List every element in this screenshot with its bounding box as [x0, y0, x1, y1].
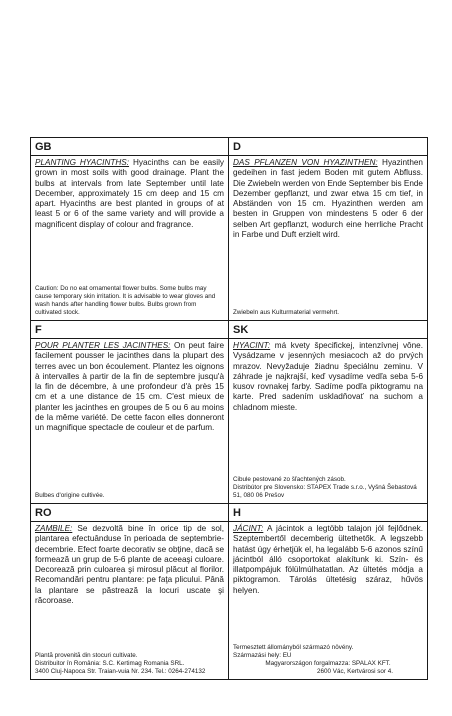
text-ro: Se dezvoltă bine în orice tip de sol, plantarea efectuânduse în perioada de septembrie-decembrie. Efect foarte decorativ se obţine, dacă se formează un grup de 5-6 plante de aceeaşi culoare. Decorează prin culoarea şi mirosul plăcut al florilor. Recomandări pentru plantare: pe faţa plicului. Până la plantare se păstrează la locuri uscate şi răcoroase.: [35, 524, 224, 606]
lead-gb: PLANTING HYACINTHS:: [35, 158, 130, 167]
note-ro-line3: 3400 Cluj-Napoca Str. Traian-vuia Nr. 234. Tel.: 0264-274132: [35, 668, 206, 675]
text-d: Hyazinthen gedeihen in fast jedem Boden mit gutem Abfluss. Die Zwiebeln werden von Ende September bis Ende Dezember gepflanzt, und zwar etwa 15 cm tief, in Abständen von 15 cm. Hyazinthen werden am besten in Gruppen von mindestens 5 oder 6 der selben Art gepflanzt, wodurch eine herrliche Pracht in Farbe und Duft erzielt wird.: [233, 158, 423, 240]
note-d-text: Zwiebeln aus Kulturmaterial vermehrt.: [233, 309, 340, 316]
note-h-line2: Származási hely: EU: [233, 652, 292, 659]
planting-text-gb: [35, 158, 224, 230]
language-code-ro: RO: [31, 506, 228, 522]
note-h-line1: Termesztett állományból származó növény.: [233, 644, 354, 651]
planting-text-f: [35, 341, 224, 434]
planting-text-d: [233, 158, 423, 240]
section-f: [31, 321, 229, 504]
note-ro-line1: Plantă provenită din stocuri cultivate.: [35, 652, 138, 659]
note-gb: [35, 285, 224, 320]
language-code-h: H: [229, 506, 427, 522]
text-sk: má kvety špecifickej, intenzívnej vône. Vysádzame v jesenných mesiacoch až do prvých mrazov. Nevyžaduje žiadnu špeciálnu zeminu. V záhrade je najkrajší, keď vysadíme vedľa seba 5-6 kusov rovnakej farby. Sadíme podľa piktogramu na karte. Pred sadením uskladňovať na suchom a chladnom mieste.: [233, 341, 423, 412]
note-sk: [233, 476, 423, 503]
language-code-d: D: [229, 140, 427, 156]
lead-f: POUR PLANTER LES JACINTHES:: [35, 341, 171, 350]
text-f: On peut faire facilement pousser le jacinthes dans la plupart des terres avec un bon écoulement. Plantez les oignons à intervalles à partir de la fin de septembre jusqu'à la fin de décembre, à une profondeur d'à près 15 cm et a une distance de 15 cm. C'est mieux de planter les jacinthes en groupes de 5 ou 6 au moins de la même variété. De cette facon elles donneront un magnifique spectacle de couleur et de parfum.: [35, 341, 224, 433]
section-d: [229, 138, 427, 321]
note-d: [233, 309, 423, 320]
note-f: [35, 492, 224, 503]
note-ro-line2: Distribuitor în România: S.C. Kertimag Romania SRL.: [35, 660, 185, 667]
note-sk-line1: Cibule pestované zo šľachtených zásob.: [233, 476, 346, 483]
section-ro: [31, 504, 229, 679]
lead-h: JÁCINT:: [233, 524, 264, 533]
note-h-line4: 2600 Vác, Kertvárosi sor 4.: [317, 668, 393, 675]
note-ro: [35, 652, 224, 679]
note-h-line3: Magyarországon forgalmazza: SPALAX KFT.: [265, 660, 391, 667]
section-h: [229, 504, 427, 679]
section-sk: [229, 321, 427, 504]
planting-text-ro: [35, 524, 224, 606]
planting-text-sk: [233, 341, 423, 413]
language-code-f: F: [31, 323, 228, 339]
lead-d: DAS PFLANZEN VON HYAZINTHEN:: [233, 158, 378, 167]
note-f-text: Bulbes d'origine cultivée.: [35, 492, 105, 499]
text-gb: Hyacinths can be easily grown in most soils with good drainage. Plant the bulbs at intervals from late September until late December, approximately 15 cm deep and 15 cm apart. Hyacinths are best planted in groups of at least 5 or 6 of the same variety and will provide a magnificent display of colour and fragrance.: [35, 158, 224, 229]
lead-ro: ZAMBILE:: [35, 524, 73, 533]
section-gb: [31, 138, 229, 321]
note-gb-text: Caution: Do no eat ornamental flower bulbs. Some bulbs may cause temporary skin irritation. It is advisable to wear gloves and wash hands after handling flower bulbs. Bulbs grown from cultivated stock.: [35, 285, 216, 316]
note-sk-line2: Distribútor pre Slovensko: STAPEX Trade s.r.o., Vyšná Šebastová 51, 080 06 Prešov: [233, 484, 417, 499]
language-code-sk: SK: [229, 323, 427, 339]
instruction-grid: [30, 137, 428, 680]
note-h: [233, 644, 423, 679]
language-code-gb: GB: [31, 140, 228, 156]
lead-sk: HYACINT:: [233, 341, 271, 350]
text-h: A jácintok a legtöbb talajon jól fejlődnek. Szeptembertől decemberig ültethetők. A legszebb hatást úgy érhetjük el, ha legalább 5-6 azonos színű jácintból álló csoportokat alakítunk ki. Szín- és illatpompájuk fölülmúlhatatlan. Az ültetés módja a piktogramon. Tárolás ültetésig száraz, hűvös helyen.: [233, 524, 423, 595]
planting-text-h: [233, 524, 423, 596]
